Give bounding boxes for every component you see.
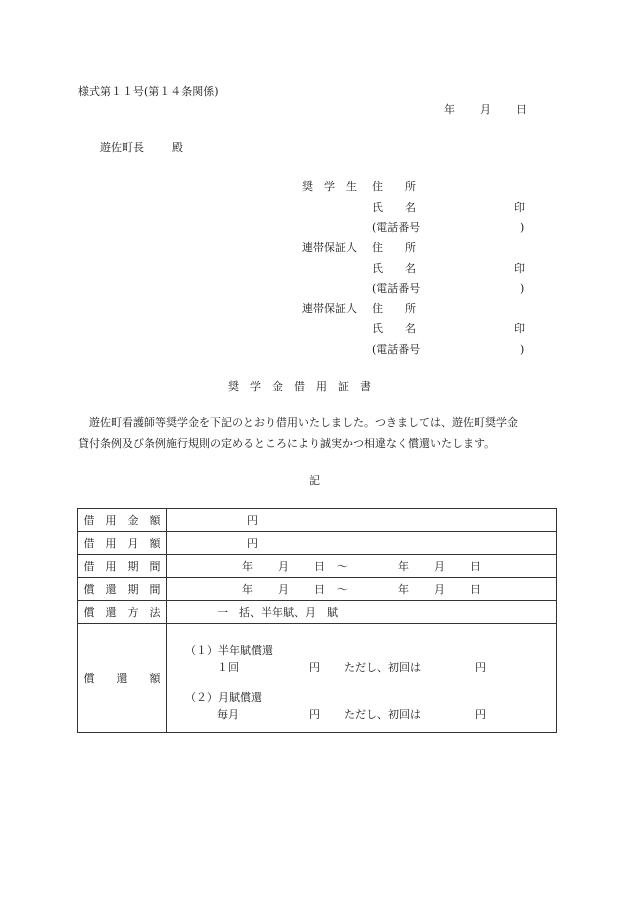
- monthly-amount-label: 借 用 月 額: [78, 532, 167, 555]
- date-month: 月: [480, 103, 491, 116]
- date-year: 年: [444, 103, 455, 116]
- guarantor1-role: 連帯保証人: [302, 241, 357, 254]
- loan-period-from-day: 日: [314, 560, 325, 573]
- option2-title: （２）月賦償還: [185, 691, 262, 704]
- guarantor2-seal: 印: [514, 322, 525, 335]
- ki-label: 記: [309, 474, 320, 487]
- body-line-1: 遊佐町看護師等奨学金を下記のとおり借用いたしました。つきましては、遊佐町奨学金: [89, 416, 518, 429]
- guarantor1-address-label: 住 所: [372, 241, 416, 254]
- repay-period-from-day: 日: [314, 583, 325, 596]
- option2-unit: 円: [309, 708, 320, 721]
- option1-prefix: １回: [217, 661, 239, 674]
- date-day: 日: [516, 103, 527, 116]
- option2-note: ただし、初回は: [344, 708, 421, 721]
- body-paragraph: [78, 412, 556, 454]
- loan-amount-label: 借 用 金 額: [78, 509, 167, 532]
- loan-details-table: [77, 508, 557, 733]
- repay-period-to-year: 年: [398, 583, 409, 596]
- repay-period-to-day: 日: [470, 583, 481, 596]
- student-name-label: 氏 名: [372, 201, 416, 214]
- repay-method-value: 一 括、半年賦、月 賦: [217, 606, 338, 619]
- repay-amount-label: 償 還 額: [78, 624, 167, 733]
- option2-unit2: 円: [475, 708, 486, 721]
- addressee-honorific: 殿: [172, 141, 183, 154]
- monthly-amount-unit: 円: [247, 537, 258, 550]
- loan-period-label: 借 用 期 間: [78, 555, 167, 578]
- loan-period-to-month: 月: [434, 560, 445, 573]
- document-title: 奨 学 金 借 用 証 書: [228, 380, 371, 393]
- student-phone-close: ): [520, 221, 525, 234]
- student-address-label: 住 所: [372, 180, 416, 193]
- addressee-name: 遊佐町長: [100, 141, 144, 154]
- guarantor1-name-label: 氏 名: [372, 262, 416, 275]
- guarantor1-phone-label: (電話番号: [372, 282, 421, 295]
- guarantor2-phone-label: (電話番号: [372, 343, 421, 356]
- row-repay-amount: [78, 624, 557, 733]
- option2-prefix: 毎月: [217, 708, 239, 721]
- row-repay-method: [78, 601, 557, 624]
- loan-amount-unit: 円: [247, 514, 258, 527]
- repay-period-from-year: 年: [242, 583, 253, 596]
- guarantor2-address-label: 住 所: [372, 302, 416, 315]
- option1-unit: 円: [309, 661, 320, 674]
- repay-period-tilde: ～: [337, 583, 348, 596]
- guarantor1-seal: 印: [514, 262, 525, 275]
- loan-period-to-day: 日: [470, 560, 481, 573]
- loan-period-to-year: 年: [398, 560, 409, 573]
- form-number: 様式第１１号(第１４条関係): [78, 85, 219, 98]
- loan-period-value: [167, 555, 557, 578]
- option1-unit2: 円: [475, 661, 486, 674]
- guarantor2-role: 連帯保証人: [302, 302, 357, 315]
- loan-period-tilde: ～: [337, 560, 348, 573]
- repay-period-to-month: 月: [434, 583, 445, 596]
- monthly-amount-value: [167, 532, 557, 555]
- guarantor2-phone-close: ): [520, 343, 525, 356]
- student-phone-label: (電話番号: [372, 221, 421, 234]
- option1-note: ただし、初回は: [344, 661, 421, 674]
- guarantor1-phone-close: ): [520, 282, 525, 295]
- repay-method-value-cell: [167, 601, 557, 624]
- repay-period-value: [167, 578, 557, 601]
- loan-amount-value: [167, 509, 557, 532]
- row-repay-period: [78, 578, 557, 601]
- loan-period-from-year: 年: [242, 560, 253, 573]
- option1-title: （１）半年賦償還: [185, 644, 273, 657]
- loan-period-from-month: 月: [278, 560, 289, 573]
- repay-amount-value-cell: [167, 624, 557, 733]
- body-line-2: 貸付条例及び条例施行規則の定めるところにより誠実かつ相違なく償還いたします。: [78, 437, 496, 450]
- student-seal: 印: [514, 201, 525, 214]
- row-loan-period: [78, 555, 557, 578]
- guarantor2-name-label: 氏 名: [372, 322, 416, 335]
- student-role: 奨 学 生: [302, 180, 357, 193]
- row-monthly-amount: [78, 532, 557, 555]
- repay-period-label: 償 還 期 間: [78, 578, 167, 601]
- row-loan-amount: [78, 509, 557, 532]
- repay-period-from-month: 月: [278, 583, 289, 596]
- repay-method-label: 償 還 方 法: [78, 601, 167, 624]
